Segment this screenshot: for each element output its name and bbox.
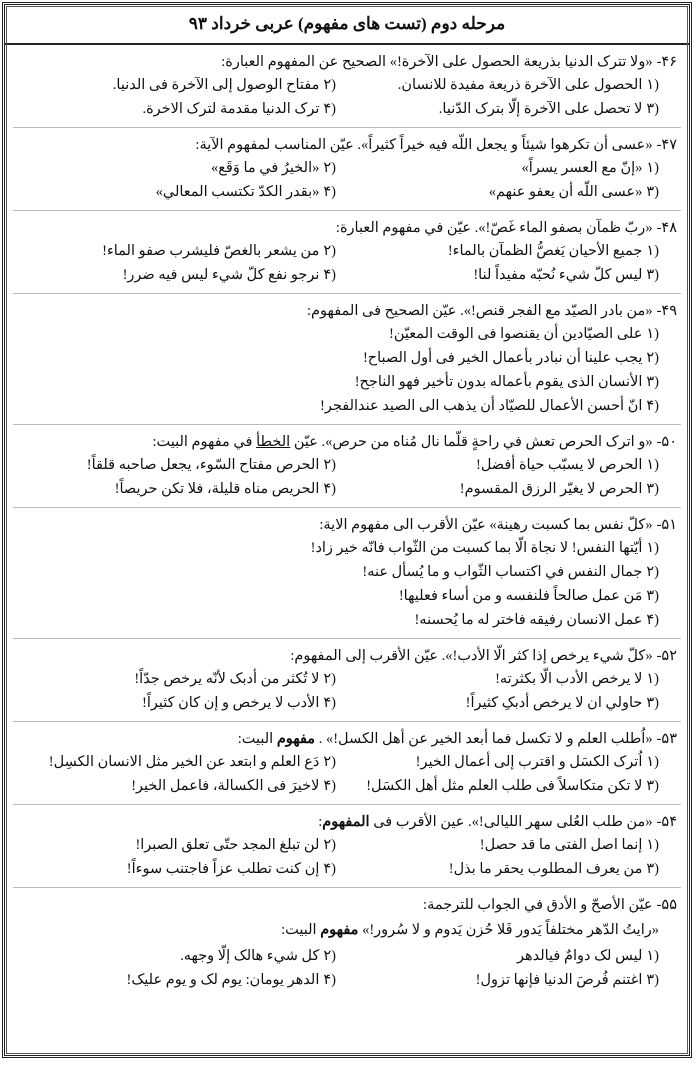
option-number: ۳) bbox=[646, 861, 659, 877]
option-text: عمل الانسان رفیقه فاختر له ما یُحسنه! bbox=[414, 612, 643, 628]
option-4[interactable] bbox=[13, 968, 336, 992]
option-4[interactable] bbox=[13, 263, 336, 287]
question-number: ۵۰- bbox=[656, 434, 677, 450]
option-number: ۱) bbox=[646, 540, 659, 556]
option-text: الدهر یومان: یوم لک و یوم علیک! bbox=[126, 972, 320, 988]
bold-word: مفهوم bbox=[320, 922, 359, 938]
question-number: ۵۴- bbox=[656, 814, 677, 830]
option-text: أیّتها النفس! لا نجاة الّا بما کسبت من الثّواب فانّه خیر زاد! bbox=[310, 540, 643, 556]
question-۴۷ bbox=[13, 128, 681, 211]
option-text: من یعرف المطلوب یحقر ما بذل! bbox=[448, 861, 643, 877]
question-text-end: البیت: bbox=[237, 731, 277, 747]
option-1[interactable] bbox=[336, 73, 659, 97]
option-text: إنما اصل الفتی ما قد حصل! bbox=[479, 837, 643, 853]
question-number: ۵۳- bbox=[656, 731, 677, 747]
option-number: ۲) bbox=[323, 754, 336, 770]
option-text: الحریص مناه قلیلة، فلا تکن حریصاً! bbox=[114, 481, 320, 497]
option-number: ۳) bbox=[646, 588, 659, 604]
option-text: لا تکن متکاسلاً فی طلب العلم مثل أهل الکسَل! bbox=[366, 778, 643, 794]
question-list bbox=[5, 45, 689, 998]
option-number: ۲) bbox=[323, 837, 336, 853]
option-number: ۴) bbox=[323, 861, 336, 877]
option-1[interactable] bbox=[336, 239, 659, 263]
option-text: اغتنم فُرصَ الدنیا فإنها تزول! bbox=[475, 972, 643, 988]
option-2[interactable] bbox=[13, 73, 336, 97]
question-text: «کلّ شيء یرخص إذا کثر الّا الأدب!». عیّن الأقرب إلی المفهوم: bbox=[290, 648, 653, 664]
option-4[interactable] bbox=[13, 394, 659, 418]
option-1[interactable] bbox=[336, 833, 659, 857]
option-3[interactable] bbox=[336, 857, 659, 881]
question-stem bbox=[13, 645, 681, 667]
question-۵۵ bbox=[13, 888, 681, 998]
question-stem bbox=[13, 134, 681, 156]
option-number: ۱) bbox=[646, 457, 659, 473]
option-number: ۱) bbox=[646, 243, 659, 259]
option-text: لاخیرَ فی الکسالة، فاعمل الخیر! bbox=[131, 778, 320, 794]
option-number: ۲) bbox=[323, 160, 336, 176]
option-text: لا تحصل علی الآخرة إلّا بترک الدّنیا. bbox=[438, 101, 643, 117]
quote-text: «رایتُ الدّهر مختلفاً یَدور فَلا حُزن یَدوم و لا سُرور!» bbox=[358, 922, 659, 938]
option-number: ۴) bbox=[646, 612, 659, 628]
page-title: مرحله دوم (تست های مفهوم) عربی خرداد ۹۳ bbox=[5, 5, 689, 45]
option-number: ۳) bbox=[646, 972, 659, 988]
options bbox=[13, 536, 681, 632]
question-text: «عسی أن تکرهوا شیئاً و یجعل اللّه فیه خیراً کثیراً». عیّن المناسب لمفهوم الآیة: bbox=[195, 137, 653, 153]
question-stem bbox=[13, 514, 681, 536]
question-number: ۵۲- bbox=[656, 648, 677, 664]
bold-word: مفهوم bbox=[276, 731, 316, 747]
question-text: «اُطلب العلم و لا تکسل فما أبعد الخیر عن أهل الکسل!» . bbox=[315, 731, 653, 747]
option-number: ۱) bbox=[646, 160, 659, 176]
option-1[interactable] bbox=[336, 667, 659, 691]
options bbox=[13, 322, 681, 418]
option-3[interactable] bbox=[336, 477, 659, 501]
bold-word: المفهوم bbox=[322, 814, 370, 830]
option-number: ۴) bbox=[323, 184, 336, 200]
option-number: ۴) bbox=[323, 695, 336, 711]
option-text: «بقدر الکدّ تکتسب المعالي» bbox=[155, 184, 320, 200]
option-1[interactable] bbox=[336, 944, 659, 968]
option-text: جمیع الأحیان یَغصُّ الظمآن بالماء! bbox=[447, 243, 643, 259]
option-text: لن تبلغ المجد حتّی تعلق الصبرا! bbox=[135, 837, 320, 853]
option-1[interactable] bbox=[336, 750, 659, 774]
option-text: ترک الدنیا مقدمة لترک الاخرة. bbox=[142, 101, 320, 117]
question-stem bbox=[13, 894, 681, 916]
option-number: ۴) bbox=[323, 101, 336, 117]
option-text: لا یرخص الأدب الّا بکثرته! bbox=[495, 671, 643, 687]
option-number: ۴) bbox=[646, 398, 659, 414]
option-number: ۳) bbox=[646, 778, 659, 794]
option-4[interactable] bbox=[13, 691, 336, 715]
option-number: ۱) bbox=[646, 837, 659, 853]
option-number: ۳) bbox=[646, 374, 659, 390]
option-number: ۳) bbox=[646, 184, 659, 200]
question-number: ۵۵- bbox=[656, 897, 677, 913]
option-3[interactable] bbox=[336, 180, 659, 204]
option-2[interactable] bbox=[13, 944, 336, 968]
option-2[interactable] bbox=[13, 667, 336, 691]
option-number: ۱) bbox=[646, 326, 659, 342]
question-stem bbox=[13, 217, 681, 239]
option-text: لیس کلّ شيء نُحبّه مفیداً لنا! bbox=[473, 267, 643, 283]
option-1[interactable] bbox=[336, 156, 659, 180]
question-۴۶ bbox=[13, 45, 681, 128]
option-2[interactable] bbox=[13, 239, 336, 263]
option-text: الحرص لا یسبّب حیاة أفضل! bbox=[475, 457, 643, 473]
option-3[interactable] bbox=[336, 691, 659, 715]
option-text: لیس لک دوامٌ فيالدهر bbox=[516, 948, 643, 964]
underlined-word: الخطأ bbox=[256, 434, 291, 450]
question-stem bbox=[13, 51, 681, 73]
option-text: یجب علینا أن نبادر بأعمال الخیر فی أول الصباح! bbox=[362, 350, 643, 366]
option-number: ۲) bbox=[323, 243, 336, 259]
question-stem bbox=[13, 811, 681, 833]
option-3[interactable] bbox=[336, 774, 659, 798]
option-text: کل شيء هالک إلّا وجهه. bbox=[180, 948, 320, 964]
option-number: ۱) bbox=[646, 77, 659, 93]
option-text: اُترک الکسَل و اقترب إلی أعمال الخیر! bbox=[415, 754, 643, 770]
question-number: ۴۸- bbox=[656, 220, 677, 236]
option-1[interactable] bbox=[336, 453, 659, 477]
option-text: إن کنت تطلب عزاً فاجتنب سوءاً! bbox=[126, 861, 320, 877]
option-text: انّ أحسن الأعمال للصیّاد أن یذهب الی الصید عندالفجر! bbox=[320, 398, 643, 414]
option-4[interactable] bbox=[13, 857, 336, 881]
question-۴۸ bbox=[13, 211, 681, 294]
option-number: ۲) bbox=[323, 948, 336, 964]
option-text: دَع العلم و ابتعد عن الخیر مثل الانسان الکسِل! bbox=[48, 754, 320, 770]
option-4[interactable] bbox=[13, 180, 336, 204]
options bbox=[13, 73, 681, 121]
option-4[interactable] bbox=[13, 774, 336, 798]
option-2[interactable] bbox=[13, 833, 336, 857]
option-3[interactable] bbox=[336, 97, 659, 121]
option-1[interactable] bbox=[13, 536, 659, 560]
option-text: نرجو نفع کلّ شيء لیس فیه ضرر! bbox=[122, 267, 320, 283]
option-text: الأدب لا یرخص و إن کان کثیراً! bbox=[142, 695, 320, 711]
option-2[interactable] bbox=[13, 453, 336, 477]
question-number: ۴۷- bbox=[656, 137, 677, 153]
question-۵۳ bbox=[13, 722, 681, 805]
question-text-end: في مفهوم البیت: bbox=[152, 434, 257, 450]
option-number: ۲) bbox=[323, 671, 336, 687]
option-3[interactable] bbox=[336, 968, 659, 992]
option-2[interactable] bbox=[13, 750, 336, 774]
option-number: ۲) bbox=[646, 564, 659, 580]
option-number: ۴) bbox=[323, 778, 336, 794]
option-text: الحصول علی الآخرة ذریعة مفیدة للانسان. bbox=[397, 77, 643, 93]
question-stem bbox=[13, 300, 681, 322]
option-2[interactable] bbox=[13, 346, 659, 370]
question-stem bbox=[13, 431, 681, 453]
option-text: حاولي ان لا یرخص أدبکِ کثیراً! bbox=[465, 695, 643, 711]
question-text: عیّن الأصحّ و الأدق في الجواب للترجمة: bbox=[423, 897, 653, 913]
question-text: «و اترک الحرص تعش في راحةٍ قلّما نال مُناه من حرص». عیّن bbox=[290, 434, 653, 450]
option-number: ۱) bbox=[646, 754, 659, 770]
option-3[interactable] bbox=[336, 263, 659, 287]
question-۵۱ bbox=[13, 508, 681, 639]
option-text: «إنّ مع العسر یسراً» bbox=[521, 160, 643, 176]
option-text: الأنسان الذی یقوم بأعماله بدون تأخیر فهو الناجح! bbox=[354, 374, 643, 390]
options bbox=[13, 833, 681, 881]
option-number: ۲) bbox=[323, 77, 336, 93]
question-۵۰ bbox=[13, 425, 681, 508]
option-text: لا تُکثر من أدبک لأنّه یرخص جدّاً! bbox=[134, 671, 320, 687]
options bbox=[13, 156, 681, 204]
options bbox=[13, 944, 681, 992]
option-3[interactable] bbox=[13, 584, 659, 608]
option-number: ۳) bbox=[646, 267, 659, 283]
option-number: ۳) bbox=[646, 481, 659, 497]
option-2[interactable] bbox=[13, 156, 336, 180]
poem-quote bbox=[13, 916, 681, 944]
option-number: ۳) bbox=[646, 101, 659, 117]
question-stem bbox=[13, 728, 681, 750]
option-text: مَن عمل صالحاً فلنفسه و من أساء فعلیها! bbox=[398, 588, 643, 604]
option-1[interactable] bbox=[13, 322, 659, 346]
option-text: علی الصیّادین أن یقنصوا فی الوقت المعیّن! bbox=[389, 326, 643, 342]
quote-text-end: البیت: bbox=[281, 922, 321, 938]
option-4[interactable] bbox=[13, 608, 659, 632]
options bbox=[13, 667, 681, 715]
question-text: «کلّ نفس بما کسبت رهینة» عیّن الأقرب الی مفهوم الایة: bbox=[319, 517, 653, 533]
question-text: «من بادر الصیّد مع الفجر قنص!». عیّن الصحیح فی المفهوم: bbox=[307, 303, 653, 319]
option-number: ۳) bbox=[646, 695, 659, 711]
option-4[interactable] bbox=[13, 97, 336, 121]
exam-page bbox=[2, 2, 692, 1058]
options bbox=[13, 239, 681, 287]
option-text: الحرص مفتاح السّوء، یجعل صاحبه قلقاً! bbox=[86, 457, 320, 473]
option-4[interactable] bbox=[13, 477, 336, 501]
question-۴۹ bbox=[13, 294, 681, 425]
option-number: ۴) bbox=[323, 481, 336, 497]
question-text: «ربّ ظمآن بصفو الماء غَصّ!». عیّن في مفهوم العبارة: bbox=[335, 220, 653, 236]
option-text: جمال النفس في اکتساب الثّواب و ما یُسأل عنه! bbox=[362, 564, 643, 580]
option-text: «الخیرُ في ما وَقَع» bbox=[210, 160, 320, 176]
options bbox=[13, 453, 681, 501]
question-text: «ولا تترک الدنیا بذریعة الحصول علی الآخرة!» الصحیح عن المفهوم العبارة: bbox=[221, 54, 653, 70]
option-text: «عسی اللّه أن یعفو عنهم» bbox=[488, 184, 643, 200]
options bbox=[13, 750, 681, 798]
question-number: ۵۱- bbox=[656, 517, 677, 533]
question-number: ۴۹- bbox=[656, 303, 677, 319]
option-2[interactable] bbox=[13, 560, 659, 584]
option-number: ۱) bbox=[646, 671, 659, 687]
question-text: «من طلب العُلی سهر اللیالی!». عین الأقرب فی bbox=[369, 814, 653, 830]
option-3[interactable] bbox=[13, 370, 659, 394]
question-number: ۴۶- bbox=[656, 54, 677, 70]
option-number: ۲) bbox=[323, 457, 336, 473]
question-text-end: : bbox=[318, 814, 323, 830]
option-number: ۱) bbox=[646, 948, 659, 964]
option-number: ۴) bbox=[323, 972, 336, 988]
option-text: من یشعر بالغصّ فلیشرب صفو الماء! bbox=[102, 243, 320, 259]
option-number: ۴) bbox=[323, 267, 336, 283]
option-text: الحرص لا یغیّر الرزق المقسوم! bbox=[459, 481, 643, 497]
option-text: مفتاح الوصول إلی الآخرة فی الدنیا. bbox=[112, 77, 320, 93]
question-۵۲ bbox=[13, 639, 681, 722]
question-۵۴ bbox=[13, 805, 681, 888]
option-number: ۲) bbox=[646, 350, 659, 366]
